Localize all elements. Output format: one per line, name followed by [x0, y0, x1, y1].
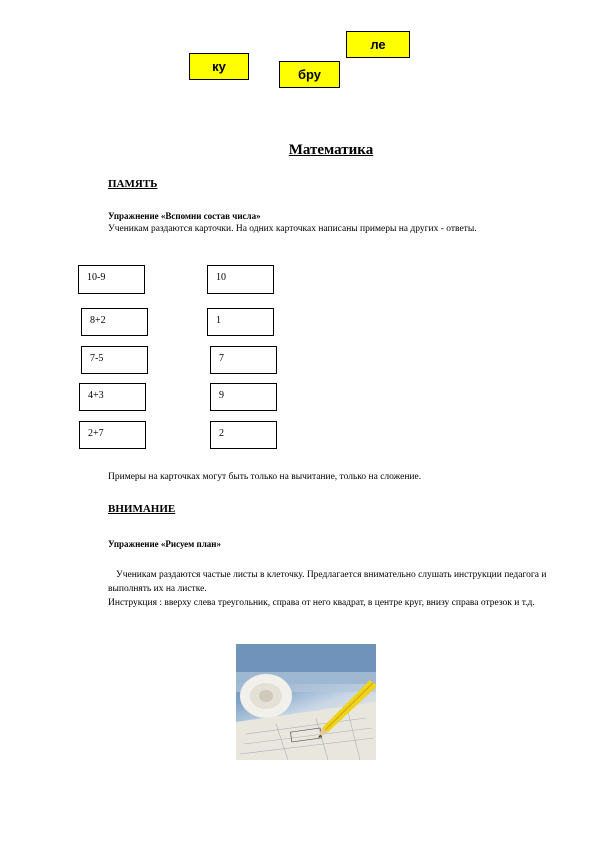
answer-card: 1	[207, 308, 274, 336]
example-card: 8+2	[81, 308, 148, 336]
attention-exercise-title: Упражнение «Рисуем план»	[108, 539, 221, 549]
attention-paragraph-1: Ученикам раздаются частые листы в клеточку. Предлагается внимательно слушать инструкции педагога и выполнять их на листке.	[108, 570, 547, 594]
example-card: 4+3	[79, 383, 146, 411]
attention-paragraph-2: Инструкция : вверху слева треугольник, справа от него квадрат, в центре круг, внизу справа отрезок и т.д.	[108, 598, 535, 608]
page-title: Математика	[288, 142, 374, 158]
example-card: 2+7	[79, 421, 146, 449]
attention-heading: ВНИМАНИЕ	[108, 503, 176, 515]
syllable-card-bru: бру	[279, 61, 340, 88]
pencil-on-blueprint-photo	[236, 644, 376, 760]
syllable-card-le: ле	[346, 31, 410, 58]
memory-description: Ученикам раздаются карточки. На одних карточках написаны примеры на других - ответы.	[108, 224, 477, 234]
answer-card: 7	[210, 346, 277, 374]
example-card: 10-9	[78, 265, 145, 294]
answer-card: 9	[210, 383, 277, 411]
example-card: 7-5	[81, 346, 148, 374]
memory-note: Примеры на карточках могут быть только на вычитание, только на сложение.	[108, 472, 422, 482]
syllable-card-ku: ку	[189, 53, 249, 80]
memory-heading: ПАМЯТЬ	[108, 178, 158, 190]
memory-exercise-title: Упражнение «Вспомни состав числа»	[108, 211, 261, 221]
answer-card: 10	[207, 265, 274, 294]
answer-card: 2	[210, 421, 277, 449]
